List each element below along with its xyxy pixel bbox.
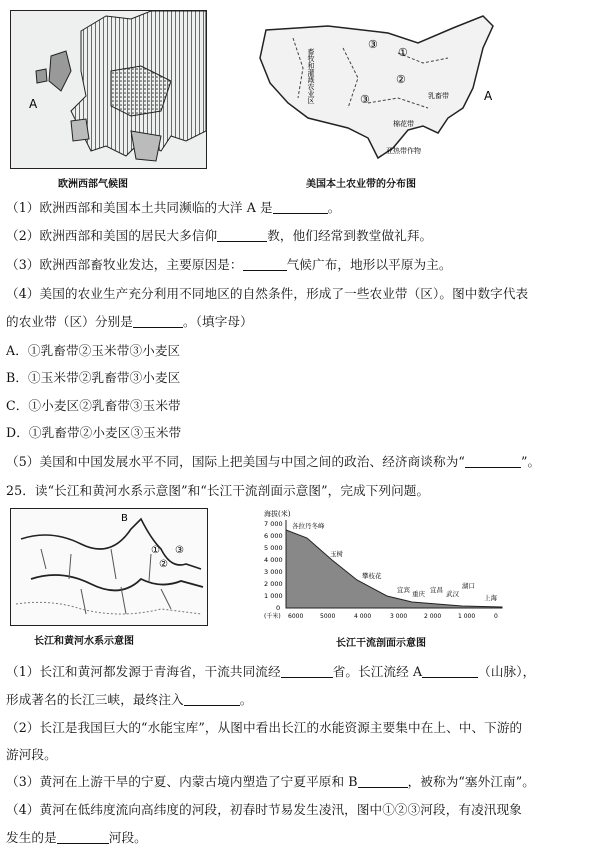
q2-text: （2）欧洲西部和美国的居民大多信仰 bbox=[6, 228, 218, 243]
p1-province-blank[interactable] bbox=[281, 665, 333, 678]
q4-line-a: （4）美国的农业生产充分利用不同地区的自然条件，形成了一些农业带（区）。图中数字代表 bbox=[6, 286, 529, 301]
q4-text: 的农业带（区）分别是 bbox=[6, 314, 133, 329]
x-tick-2000: 2 000 bbox=[424, 613, 442, 620]
place-yibin: 宜宾 bbox=[397, 586, 410, 594]
p4-line-a: （4）黄河在低纬度流向高纬度的河段，初春时节易发生凌汛，图中①②③河段，有凌汛现象 bbox=[6, 802, 522, 817]
p1-line-a bbox=[6, 661, 535, 680]
p1-text: （1）长江和黄河都发源于青海省，干流共同流经 bbox=[6, 664, 281, 679]
q3-text: （3）欧洲西部畜牧业发达，主要原因是： bbox=[6, 257, 243, 272]
usa-label-a: A bbox=[484, 89, 493, 103]
option-c[interactable]: C．①小麦区②乳畜带③玉米带 bbox=[6, 398, 181, 413]
river-map-caption: 长江和黄河水系示意图 bbox=[34, 636, 134, 647]
y-tick-5000: 5 000 bbox=[264, 544, 283, 552]
p3-tail: ，被称为“塞外江南”。 bbox=[407, 774, 535, 789]
p3-line bbox=[6, 771, 535, 790]
option-a[interactable]: A．①乳畜带②玉米带③小麦区 bbox=[6, 343, 181, 358]
europe-map-caption: 欧洲西部气候图 bbox=[58, 179, 128, 190]
place-chongqing: 重庆 bbox=[412, 590, 425, 598]
x-unit: (千米) bbox=[264, 613, 281, 620]
river-marker-1: ① bbox=[151, 545, 160, 556]
place-shanghai: 上海 bbox=[484, 594, 497, 602]
p1-tail: （山脉）， bbox=[478, 664, 536, 679]
river-systems-map bbox=[10, 508, 208, 626]
place-yushu: 玉树 bbox=[330, 550, 343, 558]
q4-tail: 。（填字母） bbox=[182, 314, 253, 329]
option-d[interactable]: D．①乳畜带②小麦区③玉米带 bbox=[6, 425, 182, 440]
q4-line-b bbox=[6, 311, 253, 330]
river-marker-3: ③ bbox=[175, 545, 184, 556]
usa-marker-2: ② bbox=[396, 73, 406, 86]
p1b-text: 形成著名的长江三峡，最终注入 bbox=[6, 692, 184, 707]
rivers-label-b: B bbox=[121, 513, 128, 524]
p1b-tail: 。 bbox=[239, 692, 253, 707]
x-tick-4000: 4 000 bbox=[354, 613, 372, 620]
place-yichang: 宜昌 bbox=[430, 586, 443, 594]
q2-tail: 教，他们经常到教堂做礼拜。 bbox=[267, 228, 433, 243]
usa-marker-3b: ③ bbox=[360, 93, 370, 106]
place-hukou: 湖口 bbox=[462, 582, 475, 590]
p4-line-b bbox=[6, 827, 147, 846]
usa-agriculture-map bbox=[248, 8, 506, 166]
profile-y-title: 海拔(米) bbox=[264, 510, 291, 518]
usa-marker-3: ③ bbox=[368, 38, 378, 51]
q2-answer-blank[interactable] bbox=[217, 229, 267, 242]
europe-label-a: A bbox=[29, 97, 38, 111]
y-tick-0: 0 bbox=[276, 604, 281, 612]
q1-answer-blank[interactable] bbox=[273, 201, 328, 214]
y-tick-3000: 3 000 bbox=[264, 568, 283, 576]
q3-line bbox=[6, 254, 452, 273]
p3-text: （3）黄河在上游干旱的宁夏、内蒙古境内塑造了宁夏平原和 B bbox=[6, 774, 358, 789]
place-panzhihua: 攀枝花 bbox=[362, 572, 382, 580]
q1-tail: 。 bbox=[327, 200, 341, 215]
x-tick-6000: 6000 bbox=[288, 613, 304, 620]
p1-mid: 省。长江流经 A bbox=[332, 664, 423, 679]
p2-line-a: （2）长江是我国巨大的“水能宝库”，从图中看出长江的水能资源主要集中在上、中、下游的 bbox=[6, 720, 523, 735]
q1-line bbox=[6, 197, 340, 216]
x-tick-5000: 5000 bbox=[320, 613, 336, 620]
x-tick-1000: 1 000 bbox=[458, 613, 476, 620]
y-tick-6000: 6 000 bbox=[264, 532, 283, 540]
place-wuhan: 武汉 bbox=[446, 590, 459, 598]
usa-region-subtropical: 亚热带作物 bbox=[386, 147, 421, 155]
p3-plain-blank[interactable] bbox=[358, 775, 408, 788]
usa-map-caption: 美国本土农业带的分布图 bbox=[306, 179, 416, 190]
p4-text: 发生的是 bbox=[6, 830, 57, 845]
y-tick-7000: 7 000 bbox=[264, 520, 283, 528]
q2-line bbox=[6, 225, 432, 244]
x-tick-3000: 3 000 bbox=[390, 613, 408, 620]
option-b[interactable]: B．①玉米带②乳畜带③小麦区 bbox=[6, 370, 181, 385]
q4-answer-blank[interactable] bbox=[133, 315, 183, 328]
p4-tail: 河段。 bbox=[108, 830, 147, 845]
q5-tail: ”。 bbox=[520, 454, 541, 469]
river-marker-2: ② bbox=[159, 559, 168, 570]
p1-mountain-blank[interactable] bbox=[422, 665, 478, 678]
europe-climate-map bbox=[10, 10, 207, 169]
place-geladandong: 各拉丹冬峰 bbox=[292, 522, 325, 530]
q5-text: （5）美国和中国发展水平不同，国际上把美国与中国之间的政治、经济商谈称为“ bbox=[6, 454, 465, 469]
x-tick-0: 0 bbox=[494, 613, 498, 620]
y-tick-4000: 4 000 bbox=[264, 556, 283, 564]
p2-line-b: 游河段。 bbox=[6, 747, 57, 762]
usa-region-dairy: 乳畜带 bbox=[428, 92, 449, 100]
usa-region-cotton: 棉花带 bbox=[393, 120, 414, 128]
q5-answer-blank[interactable] bbox=[465, 455, 521, 468]
p1-sea-blank[interactable] bbox=[184, 693, 240, 706]
q3-answer-blank[interactable] bbox=[243, 258, 287, 271]
y-tick-2000: 2 000 bbox=[264, 580, 283, 588]
usa-region-ranching: 畜牧和灌溉农业区 bbox=[307, 48, 315, 104]
q1-text: （1）欧洲西部和美国本土共同濒临的大洋 A 是 bbox=[6, 200, 273, 215]
q25-heading: 25．读“长江和黄河水系示意图”和“长江干流剖面示意图”，完成下列问题。 bbox=[6, 483, 430, 498]
q3-tail: 气候广布，地形以平原为主。 bbox=[286, 257, 452, 272]
p1-line-b bbox=[6, 689, 252, 708]
p4-section-blank[interactable] bbox=[57, 831, 109, 844]
usa-marker-1: ① bbox=[398, 46, 408, 59]
profile-caption: 长江干流剖面示意图 bbox=[336, 638, 426, 649]
q5-line bbox=[6, 451, 540, 470]
yangtze-profile-chart bbox=[262, 508, 510, 628]
y-tick-1000: 1 000 bbox=[264, 592, 283, 600]
